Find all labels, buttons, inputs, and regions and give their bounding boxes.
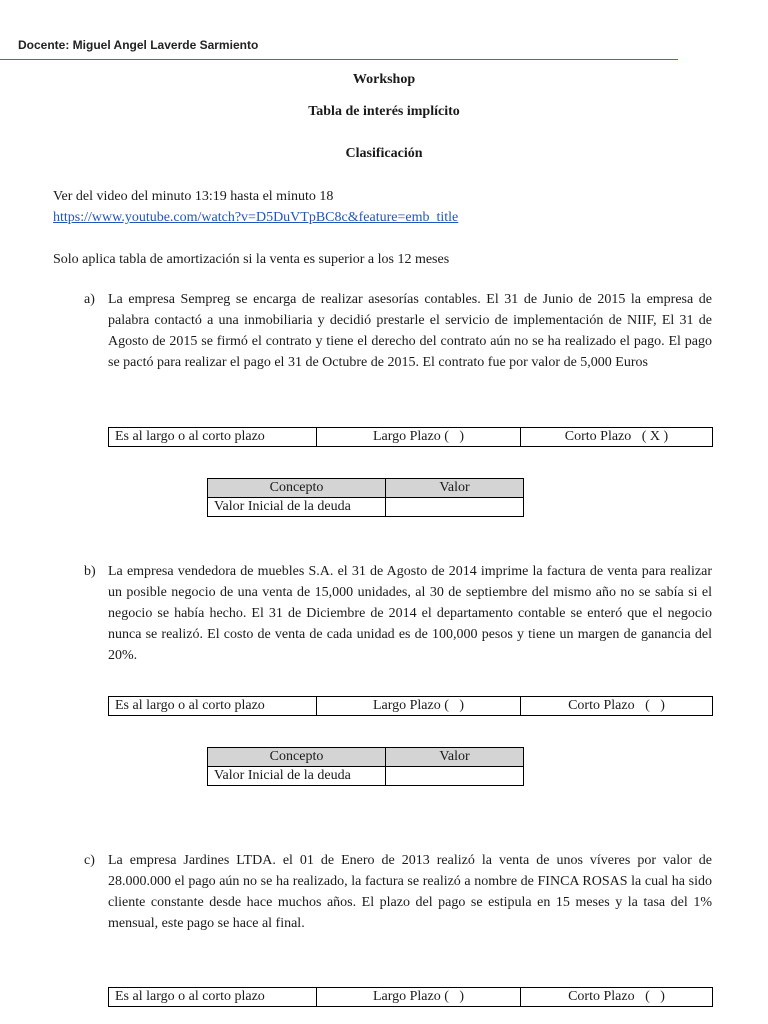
- term-table-b: [108, 696, 713, 716]
- concept-header: Concepto: [208, 479, 386, 498]
- exercise-c: [84, 850, 712, 934]
- initial-debt-label: Valor Inicial de la deuda: [208, 498, 386, 517]
- amortization-note: Solo aplica tabla de amortización si la venta es superior a los 12 meses: [53, 252, 450, 267]
- exercise-a: [84, 289, 712, 373]
- concept-header: Concepto: [208, 748, 386, 767]
- video-link[interactable]: https://www.youtube.com/watch?v=D5DuVTpBC8c&feature=emb_title: [53, 210, 459, 225]
- initial-debt-value[interactable]: [386, 767, 524, 786]
- long-term-option[interactable]: Largo Plazo ( ): [317, 428, 521, 447]
- exercise-text: La empresa vendedora de muebles S.A. el 31 de Agosto de 2014 imprime la factura de venta para realizar un posible negocio de una venta de 15,000 unidades, al 30 de septiembre del mismo año no se sabía si el negocio se había hecho. El 31 de Diciembre de 2014 el departamento contable se enteró que el negocio nunca se realizó. El costo de venta de cada unidad es de 100,000 pesos y tiene un margen de ganancia del 20%.: [108, 564, 712, 663]
- header-divider: [0, 59, 678, 60]
- concept-table-b: [207, 747, 524, 786]
- value-header: Valor: [386, 748, 524, 767]
- short-term-option[interactable]: Corto Plazo ( ): [521, 697, 713, 716]
- video-instruction: Ver del video del minuto 13:19 hasta el minuto 18: [53, 189, 334, 204]
- initial-debt-value[interactable]: [386, 498, 524, 517]
- item-marker: b): [84, 564, 96, 579]
- term-table-c: [108, 987, 713, 1007]
- workshop-title: Workshop: [352, 72, 416, 87]
- initial-debt-label: Valor Inicial de la deuda: [208, 767, 386, 786]
- short-term-option[interactable]: Corto Plazo ( X ): [521, 428, 713, 447]
- table-row: [208, 767, 524, 786]
- table-row: [109, 697, 713, 716]
- table-row: [109, 988, 713, 1007]
- table-row: [109, 428, 713, 447]
- term-question: Es al largo o al corto plazo: [109, 697, 317, 716]
- item-marker: a): [84, 292, 95, 307]
- term-table-a: [108, 427, 713, 447]
- long-term-option[interactable]: Largo Plazo ( ): [317, 988, 521, 1007]
- exercise-b: [84, 561, 712, 666]
- exercise-text: La empresa Jardines LTDA. el 01 de Enero de 2013 realizó la venta de unos víveres por valor de 28.000.000 el pago aún no se ha realizado, la factura se realizó a nombre de FINCA ROSAS la cual ha sido cliente constante desde hace muchos años. El plazo del pago se estipula en 15 meses y la tasa del 1% mensual, este pago se hace al final.: [108, 853, 712, 931]
- term-question: Es al largo o al corto plazo: [109, 988, 317, 1007]
- value-header: Valor: [386, 479, 524, 498]
- exercise-text: La empresa Sempreg se encarga de realizar asesorías contables. El 31 de Junio de 2015 la empresa de palabra contactó a una inmobiliaria y decidió prestarle el servicio de implementación de NIIF, El 31 de Agosto de 2015 se firmó el contrato y tiene el derecho del contrato aún no se ha realizado el pago. El pago se pactó para realizar el pago el 31 de Octubre de 2015. El contrato fue por valor de 5,000 Euros: [108, 292, 712, 370]
- section-title: Clasificación: [345, 146, 423, 161]
- long-term-option[interactable]: Largo Plazo ( ): [317, 697, 521, 716]
- table-header-row: [208, 479, 524, 498]
- teacher-header: Docente: Miguel Angel Laverde Sarmiento: [18, 38, 259, 52]
- concept-table-a: [207, 478, 524, 517]
- term-question: Es al largo o al corto plazo: [109, 428, 317, 447]
- table-header-row: [208, 748, 524, 767]
- table-row: [208, 498, 524, 517]
- short-term-option[interactable]: Corto Plazo ( ): [521, 988, 713, 1007]
- subtitle: Tabla de interés implícito: [308, 104, 460, 119]
- item-marker: c): [84, 853, 95, 868]
